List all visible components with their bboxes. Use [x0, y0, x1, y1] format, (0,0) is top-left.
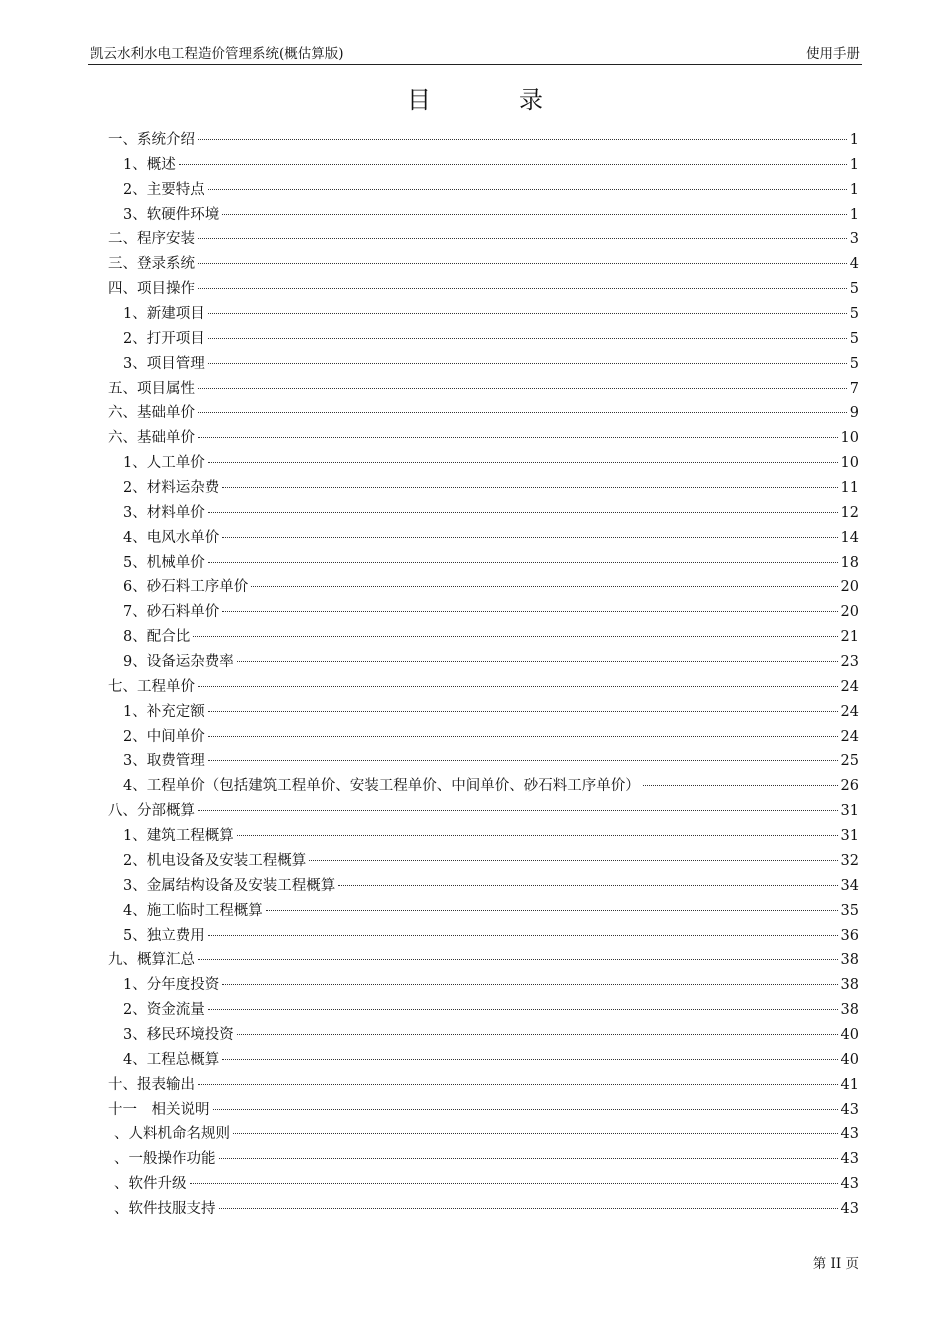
toc-entry-page-number: 38 — [840, 977, 859, 994]
toc-dot-leader — [198, 411, 847, 413]
toc-entry[interactable] — [108, 1147, 859, 1172]
header-manual-label: 使用手册 — [806, 46, 860, 62]
toc-entry[interactable] — [108, 998, 859, 1023]
toc-entry-page-number: 4 — [849, 256, 859, 273]
toc-title-char-1: 目 — [407, 86, 431, 114]
toc-entry[interactable] — [108, 824, 859, 849]
toc-entry-label: 七、工程单价 — [108, 678, 195, 695]
toc-entry-label: 7、砂石料单价 — [123, 604, 220, 621]
toc-dot-leader — [198, 809, 838, 811]
toc-entry-page-number: 20 — [840, 604, 859, 621]
toc-entry[interactable] — [108, 227, 859, 252]
toc-entry-label: 2、机电设备及安装工程概算 — [123, 852, 307, 869]
toc-entry-page-number: 1 — [849, 206, 859, 223]
toc-dot-leader — [222, 983, 837, 985]
toc-entry-label: 1、建筑工程概算 — [123, 828, 234, 845]
toc-entry[interactable] — [108, 451, 859, 476]
toc-dot-leader — [222, 486, 837, 488]
toc-entry-label: 3、金属结构设备及安装工程概算 — [123, 877, 336, 894]
toc-dot-leader — [193, 635, 837, 637]
toc-entry-page-number: 14 — [840, 529, 859, 546]
toc-dot-leader — [222, 536, 837, 538]
toc-entry[interactable] — [108, 1073, 859, 1098]
toc-entry-page-number: 1 — [849, 181, 859, 198]
toc-entry-page-number: 41 — [840, 1076, 859, 1093]
toc-entry[interactable] — [108, 899, 859, 924]
toc-entry-label: 4、施工临时工程概算 — [123, 902, 263, 919]
toc-entry-label: 1、补充定额 — [123, 703, 205, 720]
toc-entry-label: 四、项目操作 — [108, 281, 195, 298]
toc-entry-label: 4、工程总概算 — [123, 1051, 220, 1068]
toc-dot-leader — [213, 1108, 838, 1110]
toc-entry-label: 2、材料运杂费 — [123, 480, 220, 497]
toc-entry[interactable] — [108, 302, 859, 327]
toc-dot-leader — [219, 1207, 838, 1209]
toc-entry-label: 2、打开项目 — [123, 330, 205, 347]
toc-entry-page-number: 21 — [840, 629, 859, 646]
page-number-footer: 第 II 页 — [812, 1256, 859, 1272]
toc-dot-leader — [237, 834, 838, 836]
page-header — [88, 44, 862, 65]
toc-dot-leader — [198, 262, 847, 264]
toc-dot-leader — [198, 685, 838, 687]
toc-entry[interactable] — [108, 774, 859, 799]
toc-entry-page-number: 20 — [840, 579, 859, 596]
toc-entry-page-number: 32 — [840, 852, 859, 869]
toc-entry-label: 3、取费管理 — [123, 753, 205, 770]
toc-entry-page-number: 9 — [849, 405, 859, 422]
toc-entry-label: 5、机械单价 — [123, 554, 205, 571]
toc-entry-page-number: 10 — [840, 455, 859, 472]
toc-entry[interactable] — [108, 1023, 859, 1048]
toc-entry-label: 五、项目属性 — [108, 380, 195, 397]
toc-entry[interactable] — [108, 203, 859, 228]
toc-entry[interactable] — [108, 526, 859, 551]
toc-entry[interactable] — [108, 799, 859, 824]
toc-entry[interactable] — [108, 501, 859, 526]
toc-entry[interactable] — [108, 650, 859, 675]
toc-entry-page-number: 38 — [840, 1002, 859, 1019]
toc-entry-label: 9、设备运杂费率 — [123, 654, 234, 671]
toc-entry-page-number: 12 — [840, 504, 859, 521]
toc-entry[interactable] — [108, 128, 859, 153]
toc-entry-label: 6、砂石料工序单价 — [123, 579, 249, 596]
toc-dot-leader — [208, 511, 838, 513]
toc-entry[interactable] — [108, 874, 859, 899]
toc-entry[interactable] — [108, 749, 859, 774]
toc-entry-page-number: 26 — [840, 778, 859, 795]
toc-dot-leader — [208, 1008, 838, 1010]
toc-entry[interactable] — [108, 1048, 859, 1073]
toc-entry[interactable] — [108, 1098, 859, 1123]
toc-entry-page-number: 3 — [849, 231, 859, 248]
toc-dot-leader — [208, 337, 847, 339]
toc-dot-leader — [190, 1182, 838, 1184]
toc-dot-leader — [208, 561, 838, 563]
toc-dot-leader — [208, 461, 838, 463]
toc-entry-label: 1、分年度投资 — [123, 977, 220, 994]
toc-dot-leader — [208, 362, 847, 364]
toc-entry-page-number: 7 — [849, 380, 859, 397]
toc-dot-leader — [198, 237, 847, 239]
toc-entry-page-number: 1 — [849, 132, 859, 148]
toc-dot-leader — [222, 610, 837, 612]
toc-entry[interactable] — [108, 426, 859, 451]
toc-entry-label: 3、项目管理 — [123, 355, 205, 372]
toc-entry-label: 5、独立费用 — [123, 927, 205, 944]
toc-entry-page-number: 10 — [840, 430, 859, 447]
toc-entry[interactable] — [108, 675, 859, 700]
toc-entry-page-number: 5 — [849, 281, 859, 298]
toc-dot-leader — [208, 735, 838, 737]
toc-dot-leader — [208, 759, 838, 761]
toc-entry-page-number: 36 — [840, 927, 859, 944]
toc-entry-page-number: 34 — [840, 877, 859, 894]
toc-dot-leader — [222, 213, 847, 215]
toc-entry-label: 1、人工单价 — [123, 455, 205, 472]
toc-entry-page-number: 5 — [849, 355, 859, 372]
toc-entry-page-number: 23 — [840, 654, 859, 671]
toc-dot-leader — [233, 1132, 838, 1134]
toc-entry-label: 、软件升级 — [114, 1176, 187, 1193]
toc-dot-leader — [208, 188, 847, 190]
toc-entry[interactable] — [108, 352, 859, 377]
toc-entry-page-number: 35 — [840, 902, 859, 919]
toc-entry-label: 2、资金流量 — [123, 1002, 205, 1019]
toc-entry-label: 2、中间单价 — [123, 728, 205, 745]
toc-dot-leader — [251, 585, 837, 587]
toc-entry-page-number: 5 — [849, 306, 859, 323]
toc-entry-label: 十一 相关说明 — [108, 1101, 210, 1118]
toc-entry[interactable] — [108, 252, 859, 277]
toc-entry-label: 3、移民环境投资 — [123, 1026, 234, 1043]
toc-entry[interactable] — [108, 600, 859, 625]
toc-entry-label: 4、工程单价（包括建筑工程单价、安装工程单价、中间单价、砂石料工序单价） — [123, 778, 640, 795]
toc-entry-label: 六、基础单价 — [108, 405, 195, 422]
toc-dot-leader — [338, 884, 837, 886]
toc-entry[interactable] — [108, 1197, 859, 1222]
table-of-contents — [108, 128, 859, 1222]
toc-entry-page-number: 24 — [840, 728, 859, 745]
toc-entry-page-number: 5 — [849, 330, 859, 347]
toc-entry-page-number: 40 — [840, 1026, 859, 1043]
toc-entry-label: 2、主要特点 — [123, 181, 205, 198]
toc-entry[interactable] — [108, 575, 859, 600]
toc-dot-leader — [198, 287, 847, 289]
toc-dot-leader — [208, 710, 838, 712]
toc-entry-page-number: 43 — [840, 1151, 859, 1168]
toc-entry[interactable] — [108, 849, 859, 874]
toc-dot-leader — [198, 1083, 838, 1085]
toc-entry-label: 八、分部概算 — [108, 803, 195, 820]
toc-entry-page-number: 24 — [840, 703, 859, 720]
toc-entry-label: 8、配合比 — [123, 629, 191, 646]
toc-entry[interactable] — [108, 377, 859, 402]
toc-entry-label: 3、材料单价 — [123, 504, 205, 521]
toc-entry-page-number: 1 — [849, 156, 859, 173]
toc-entry[interactable] — [108, 973, 859, 998]
toc-dot-leader — [643, 784, 838, 786]
toc-entry[interactable] — [108, 700, 859, 725]
toc-entry[interactable] — [108, 725, 859, 750]
toc-title — [0, 80, 950, 115]
toc-entry-label: 1、概述 — [123, 156, 176, 173]
toc-dot-leader — [198, 387, 847, 389]
toc-entry[interactable] — [108, 401, 859, 426]
toc-entry-label: 一、系统介绍 — [108, 132, 195, 148]
toc-entry[interactable] — [108, 327, 859, 352]
toc-entry-label: 十、报表输出 — [108, 1076, 195, 1093]
toc-entry[interactable] — [108, 924, 859, 949]
toc-entry-page-number: 43 — [840, 1200, 859, 1217]
toc-entry-label: 3、软硬件环境 — [123, 206, 220, 223]
toc-dot-leader — [198, 958, 838, 960]
toc-entry[interactable] — [108, 1172, 859, 1197]
toc-dot-leader — [309, 859, 837, 861]
toc-entry-label: 4、电风水单价 — [123, 529, 220, 546]
toc-entry[interactable] — [108, 948, 859, 973]
toc-entry-page-number: 43 — [840, 1101, 859, 1118]
toc-dot-leader — [222, 1058, 837, 1060]
toc-entry-page-number: 31 — [840, 828, 859, 845]
toc-entry-page-number: 25 — [840, 753, 859, 770]
toc-entry[interactable] — [108, 625, 859, 650]
toc-dot-leader — [219, 1157, 838, 1159]
toc-dot-leader — [198, 436, 838, 438]
toc-entry-page-number: 11 — [840, 480, 859, 497]
toc-entry-page-number: 43 — [840, 1126, 859, 1143]
toc-dot-leader — [237, 1033, 838, 1035]
toc-entry[interactable] — [108, 1122, 859, 1147]
toc-dot-leader — [208, 312, 847, 314]
toc-entry[interactable] — [108, 277, 859, 302]
toc-entry-page-number: 18 — [840, 554, 859, 571]
toc-entry-label: 六、基础单价 — [108, 430, 195, 447]
toc-dot-leader — [237, 660, 838, 662]
header-document-title: 凯云水利水电工程造价管理系统(概估算版) — [90, 46, 344, 62]
toc-dot-leader — [266, 909, 838, 911]
toc-entry[interactable] — [108, 551, 859, 576]
toc-entry[interactable] — [108, 153, 859, 178]
toc-entry-label: 九、概算汇总 — [108, 952, 195, 969]
toc-entry-label: 、人料机命名规则 — [114, 1126, 230, 1143]
toc-entry-page-number: 24 — [840, 678, 859, 695]
toc-dot-leader — [208, 934, 838, 936]
toc-entry-label: 、软件技服支持 — [114, 1200, 216, 1217]
toc-entry-page-number: 40 — [840, 1051, 859, 1068]
toc-entry-label: 三、登录系统 — [108, 256, 195, 273]
toc-entry-label: 1、新建项目 — [123, 306, 205, 323]
toc-dot-leader — [198, 138, 847, 140]
toc-entry-page-number: 31 — [840, 803, 859, 820]
toc-entry[interactable] — [108, 178, 859, 203]
toc-entry-page-number: 43 — [840, 1176, 859, 1193]
toc-entry[interactable] — [108, 476, 859, 501]
toc-entry-label: 二、程序安装 — [108, 231, 195, 248]
toc-title-char-2: 录 — [519, 86, 543, 114]
toc-dot-leader — [179, 163, 847, 165]
toc-entry-label: 、一般操作功能 — [114, 1151, 216, 1168]
toc-entry-page-number: 38 — [840, 952, 859, 969]
